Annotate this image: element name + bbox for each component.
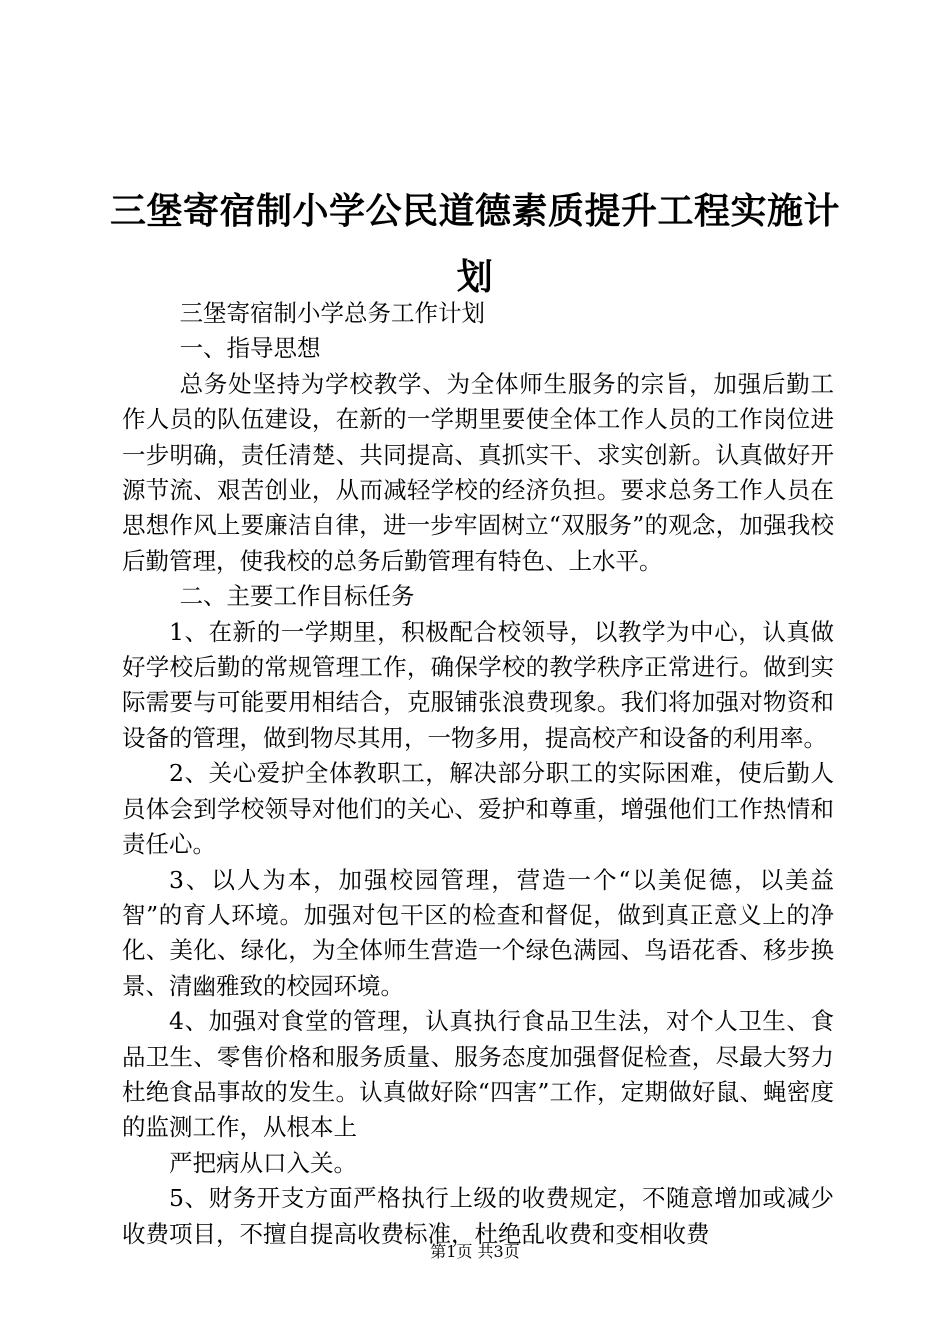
subtitle-paragraph: 三堡寄宿制小学总务工作计划 [179,299,486,327]
section-heading-main-tasks: 二、主要工作目标任务 [179,582,415,611]
paragraph-task-1: 1、在新的一学期里，积极配合校领导，以教学为中心，认真做好学校后勤的常规管理工作，确保学校的教学秩序正常进行。做到实际需要与可能要用相结合，克服铺张浪费现象。我们将加强对物资和设备的管理，做到物尽其用，一物多用，提高校产和设备的利用率。 [122,617,834,752]
page-footer: 第1页 共3页 [430,1242,520,1261]
paragraph-task-4-continued: 严把病从口入关。 [169,1148,357,1177]
document-title: 三堡寄宿制小学公民道德素质提升工程实施计划 [109,190,840,298]
paragraph-guiding-thought: 总务处坚持为学校教学、为全体师生服务的宗旨，加强后勤工作人员的队伍建设，在新的一学期里要使全体工作人员的工作岗位进一步明确，责任清楚、共同提高、真抓实干、求实创新。认真做好开源节流、艰苦创业，从而减轻学校的经济负担。要求总务工作人员在思想作风上要廉洁自律，进一步牢固树立“双服务”的观念，加强我校后勤管理，使我校的总务后勤管理有特色、上水平。 [122,369,834,575]
paragraph-task-5: 5、财务开支方面严格执行上级的收费规定，不随意增加或减少收费项目，不擅自提高收费标准，杜绝乱收费和变相收费 [122,1184,834,1248]
document-body [122,296,834,1252]
paragraph-task-3: 3、以人为本，加强校园管理，营造一个“以美促德，以美益智”的育人环境。加强对包干区的检查和督促，做到真正意义上的净化、美化、绿化，为全体师生营造一个绿色满园、鸟语花香、移步换景、清幽雅致的校园环境。 [122,865,834,1000]
paragraph-task-4: 4、加强对食堂的管理，认真执行食品卫生法，对个人卫生、食品卫生、零售价格和服务质量、服务态度加强督促检查，尽最大努力杜绝食品事故的发生。认真做好除“四害”工作，定期做好鼠、蝇密度的监测工作，从根本上 [122,1007,834,1142]
section-heading-guiding-thought: 一、指导思想 [179,334,321,363]
paragraph-task-2: 2、关心爱护全体教职工，解决部分职工的实际困难，使后勤人员体会到学校领导对他们的关心、爱护和尊重，增强他们工作热情和责任心。 [122,759,834,859]
